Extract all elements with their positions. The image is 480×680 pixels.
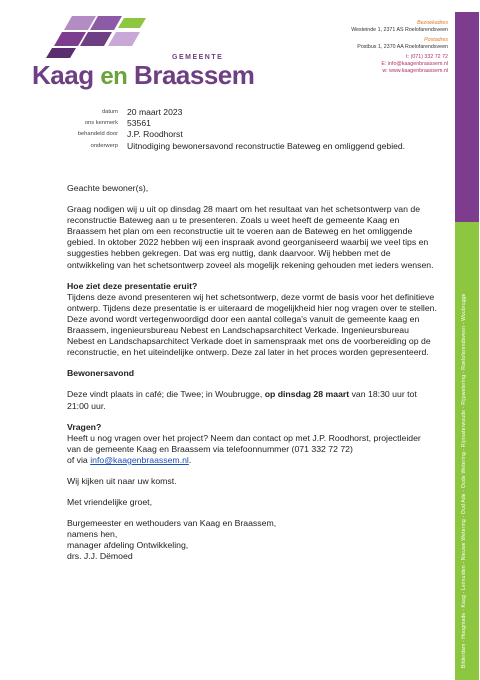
questions-paragraph: Heeft u nog vragen over het project? Neem dan contact op met J.P. Roodhorst, projectleider van de gemeente Kaag en Braassem via telefoonnummer (071 332 72 72) [67,432,421,454]
letter-body [67,183,437,563]
postal-address-label: Postadres [424,37,448,43]
meta-row-handled-by: behandeld door J.P. Roodhorst [77,129,183,140]
meta-row-date: datum 20 maart 2023 [101,107,183,117]
event-paragraph: Deze vindt plaats in café; die Twee; in Woubrugge, op dinsdag 28 maart van 18:30 uur tot 21:00 uur. [67,389,417,411]
heading-presentation: Hoe ziet deze presentatie eruit? [67,280,198,291]
website-address[interactable]: w: www.kaagenbraassem.nl [382,68,448,74]
logo-emblem-icon [34,14,154,60]
address-block [351,20,448,75]
side-purple-band [455,12,479,222]
greeting: Met vriendelijke groet, [67,497,152,508]
signature-block: Burgemeester en wethouders van Kaag en Braassem, namens hen, manager afdeling Ontwikkeling, drs. J.J. Dëmoed [67,518,277,562]
contact-email-link[interactable]: info@kaagenbraassem.nl [90,454,189,465]
intro-paragraph: Graag nodigen wij u uit op dinsdag 28 maart om het resultaat van het schetsontwerp van de reconstructie Bateweg aan u te presenteren. Zoals u weet heeft de gemeente Kaag en Braassem het plan om een reconstructie uit te voeren aan de Bateweg en het omliggende gebied. In oktober 2022 hebben wij een inspraak avond georganiseerd waarbij we veel tips en suggesties hebben gekregen. Dat was erg nuttig, dank daarvoor. Wij hebben met de ontwikkeling van het schetsontwerp zoveel als mogelijk rekening gehouden met ieders wensen. [67,204,434,270]
phone-number: t: (071) 332 72 72 [406,54,448,60]
questions-contact-line: of via info@kaagenbraassem.nl. [67,454,192,465]
presentation-paragraph: Tijdens deze avond presenteren wij het schetsontwerp, deze vormt de basis voor het definitieve ontwerp. Tijdens deze presentatie is er uiteraard de mogelijkheid hier nog vragen over te stellen. Deze avond wordt vertegenwoordigd door een aantal collega's vanuit de gemeente kaag en Braassem, ingenieursbureau Nebest en Landschapsarchitect Verkade. Ingenieursbureau Nebest en Landschapsarchitect Verkade doet in samenspraak met ons de voorbereiding op de reconstructie, en het uiteindelijke ontwerp. Deze zal later in het proces worden gepresenteerd. [67,291,437,358]
meta-row-subject: onderwerp Uitnodiging bewonersavond reconstructie Bateweg en omliggend gebied. [90,140,406,151]
letter-meta [60,107,405,152]
side-color-bar [455,12,479,680]
visit-address-label: Bezoekadres [417,20,448,26]
logo-name: Kaag en Braassem [32,60,255,90]
email-address[interactable]: E: info@kaagenbraassem.nl [381,61,448,67]
meta-row-reference: ons kenmerk 53561 [84,118,151,129]
postal-address: Postbus 1, 2370 AA Roelofarendsveen [357,44,448,50]
visit-address: Westeinde 1, 2371 AS Roelofarendsveen [351,27,448,33]
salutation: Geachte bewoner(s), [67,183,149,193]
heading-bewonersavond: Bewonersavond [67,368,135,379]
closing-line: Wij kijken uit naar uw komst. [67,475,177,486]
logo-gemeente-text: GEMEENTE [172,54,224,61]
heading-questions: Vragen? [67,421,102,432]
village-list: Bilderdam - Hoogmade - Kaag - Leimuiden - Nieuwe Wetering - Oud Ade - Oude Wetering - Rijnsaterwoude - Rijpwetering - Roelofarendsveen - Woubrugge [461,293,467,668]
municipality-logo [20,14,270,94]
